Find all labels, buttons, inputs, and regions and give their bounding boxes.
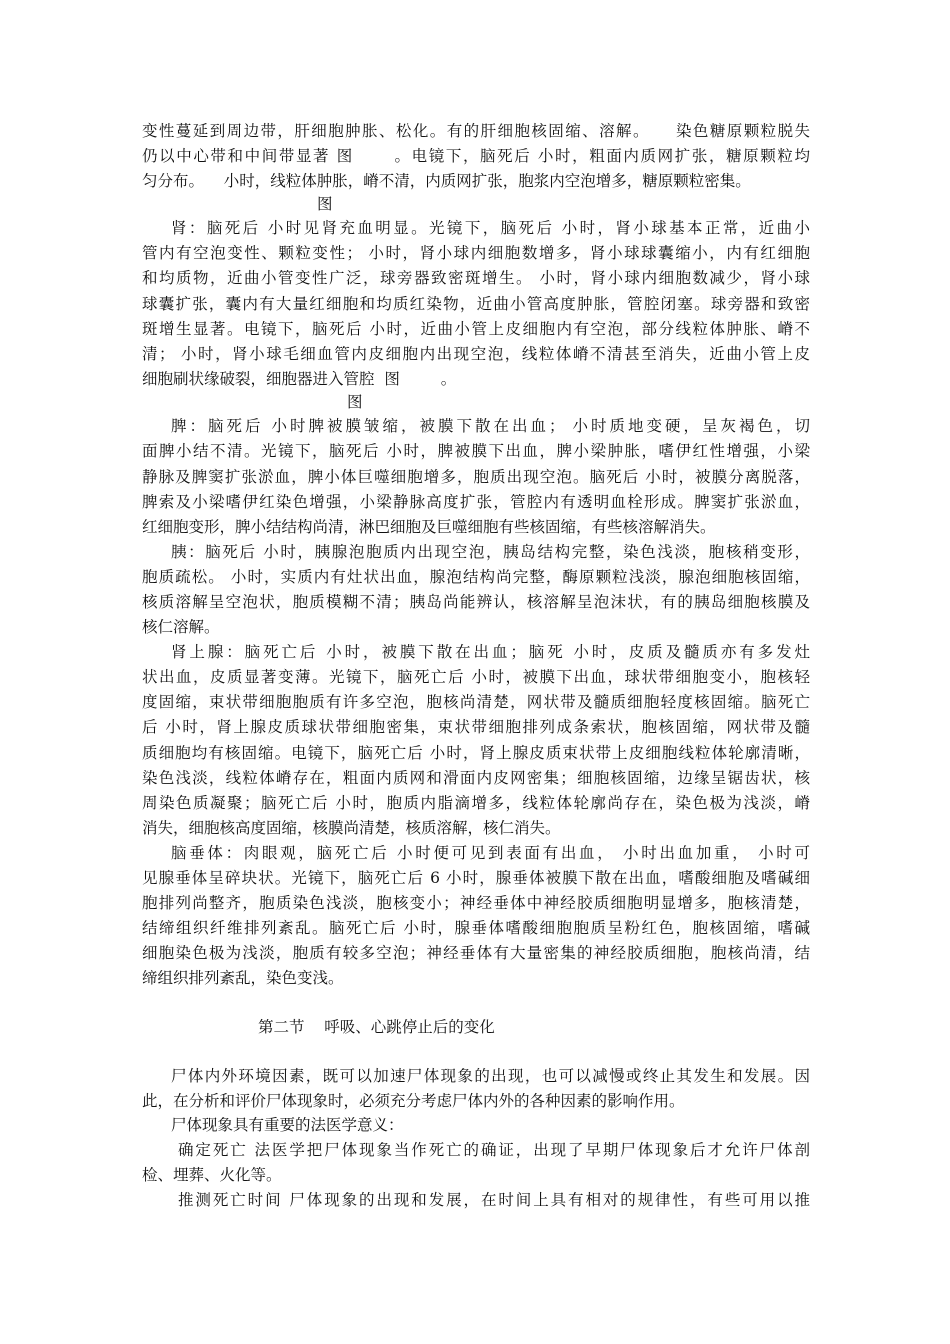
text-line: 肾上腺：脑死亡后 小时，被膜下散在出血；脑死 小时，皮质及髓质亦有多发灶 <box>171 643 810 661</box>
text-line: 推测死亡时间 尸体现象的出现和发展，在时间上具有相对的规律性，有些可用以推 <box>178 1191 810 1209</box>
text-line: 肾：脑死后 小时见肾充血明显。光镜下，脑死后 小时，肾小球基本正常，近曲小 <box>171 219 810 237</box>
text-line: 见腺垂体呈碎块状。光镜下，脑死亡后 6 小时，腺垂体被膜下散在出血，嗜酸细胞及嗜碱细 <box>142 869 810 887</box>
text-line: 面脾小结不清。光镜下，脑死后 小时，脾被膜下出血，脾小梁肿胀，嗜伊红性增强，小梁 <box>142 442 810 460</box>
text-line: 仍以中心带和中间带显著 图 。电镜下，脑死后 小时，粗面内质网扩张，糖原颗粒均 <box>142 147 810 165</box>
text-line: 胞排列尚整齐，胞质染色浅淡，胞核变小；神经垂体中神经胶质细胞明显增多，胞核清楚， <box>142 894 810 912</box>
text-line: 细胞染色极为浅淡，胞质有较多空泡；神经垂体有大量密集的神经胶质细胞，胞核尚清，结 <box>142 944 810 962</box>
section-title: 第二节 呼吸、心跳停止后的变化 <box>258 1018 495 1036</box>
text-line: 缔组织排列紊乱，染色变浅。 <box>142 969 344 987</box>
text-line: 和均质物，近曲小管变性广泛，球旁器致密斑增生。 小时，肾小球内细胞数减少，肾小球 <box>142 269 810 287</box>
text-line: 状出血，皮质显著变薄。光镜下，脑死亡后 小时，被膜下出血，球状带细胞变小，胞核轻 <box>142 668 810 686</box>
text-line: 周染色质凝聚；脑死亡后 小时，胞质内脂滴增多，线粒体轮廓尚存在，染色极为浅淡，嵴 <box>142 794 810 812</box>
text-line: 脑垂体：肉眼观，脑死亡后 小时便可见到表面有出血， 小时出血加重， 小时可 <box>171 844 810 862</box>
text-line: 质细胞均有核固缩。电镜下，脑死亡后 小时，肾上腺皮质束状带上皮细胞线粒体轮廓清晰， <box>142 744 810 762</box>
text-line: 此，在分析和评价尸体现象时，必须充分考虑尸体内外的各种因素的影响作用。 <box>142 1092 685 1110</box>
text-line: 红细胞变形，脾小结结构尚清，淋巴细胞及巨噬细胞有些核固缩，有些核溶解消失。 <box>142 518 716 536</box>
text-line: 脾索及小梁嗜伊红染色增强，小梁静脉高度扩张，管腔内有透明血栓形成。脾窦扩张淤血， <box>142 493 810 511</box>
text-line: 胰：脑死后 小时，胰腺泡胞质内出现空泡，胰岛结构完整，染色浅淡，胞核稍变形， <box>171 543 810 561</box>
text-line: 确定死亡 法医学把尸体现象当作死亡的确证，出现了早期尸体现象后才允许尸体剖 <box>178 1141 810 1159</box>
text-line: 检、埋葬、火化等。 <box>142 1166 282 1184</box>
text-line: 核质溶解呈空泡状，胞质模糊不清；胰岛尚能辨认，核溶解呈泡沫状，有的胰岛细胞核膜及 <box>142 593 810 611</box>
text-line: 核仁溶解。 <box>142 618 220 636</box>
text-line: 清； 小时，肾小球毛细血管内皮细胞内出现空泡，线粒体嵴不清甚至消失，近曲小管上皮 <box>142 345 810 363</box>
text-line: 管内有空泡变性、颗粒变性； 小时，肾小球内细胞数增多，肾小球球囊缩小，内有红细胞 <box>142 244 810 262</box>
figure-caption: 图 <box>317 195 333 213</box>
text-line: 脾：脑死后 小时脾被膜皱缩，被膜下散在出血； 小时质地变硬，呈灰褐色，切 <box>171 417 810 435</box>
text-line: 斑增生显著。电镜下，脑死后 小时，近曲小管上皮细胞内有空泡，部分线粒体肿胀、嵴不 <box>142 320 810 338</box>
text-line: 结缔组织纤维排列紊乱。脑死亡后 小时，腺垂体嗜酸细胞胞质呈粉红色，胞核固缩，嗜碱 <box>142 919 810 937</box>
text-line: 尸体内外环境因素，既可以加速尸体现象的出现，也可以减慢或终止其发生和发展。因 <box>171 1067 810 1085</box>
text-line: 球囊扩张，囊内有大量红细胞和均质红染物，近曲小管高度肿胀，管腔闭塞。球旁器和致密 <box>142 295 810 313</box>
text-line: 胞质疏松。 小时，实质内有灶状出血，腺泡结构尚完整，酶原颗粒浅淡，腺泡细胞核固缩， <box>142 568 810 586</box>
text-line: 静脉及脾窦扩张淤血，脾小体巨噬细胞增多，胞质出现空泡。脑死后 小时，被膜分离脱落， <box>142 468 810 486</box>
text-line: 后 小时，肾上腺皮质球状带细胞密集，束状带细胞排列成条索状，胞核固缩，网状带及髓 <box>142 718 810 736</box>
text-line: 消失，细胞核高度固缩，核膜尚清楚，核质溶解，核仁消失。 <box>142 819 561 837</box>
text-line: 匀分布。 小时，线粒体肿胀，嵴不清，内质网扩张，胞浆内空泡增多，糖原颗粒密集。 <box>142 172 751 190</box>
text-line: 度固缩，束状带细胞胞质有许多空泡，胞核尚清楚，网状带及髓质细胞轻度核固缩。脑死亡 <box>142 693 810 711</box>
text-line: 染色浅淡，线粒体嵴存在，粗面内质网和滑面内皮网密集；细胞核固缩，边缘呈锯齿状，核 <box>142 769 810 787</box>
text-line: 细胞刷状缘破裂，细胞器进入管腔 图 。 <box>142 370 457 388</box>
text-line: 变性蔓延到周边带，肝细胞肿胀、松化。有的肝细胞核固缩、溶解。 染色糖原颗粒脱失 <box>142 122 810 140</box>
text-line: 尸体现象具有重要的法医学意义： <box>171 1116 404 1134</box>
figure-caption: 图 <box>347 393 363 411</box>
